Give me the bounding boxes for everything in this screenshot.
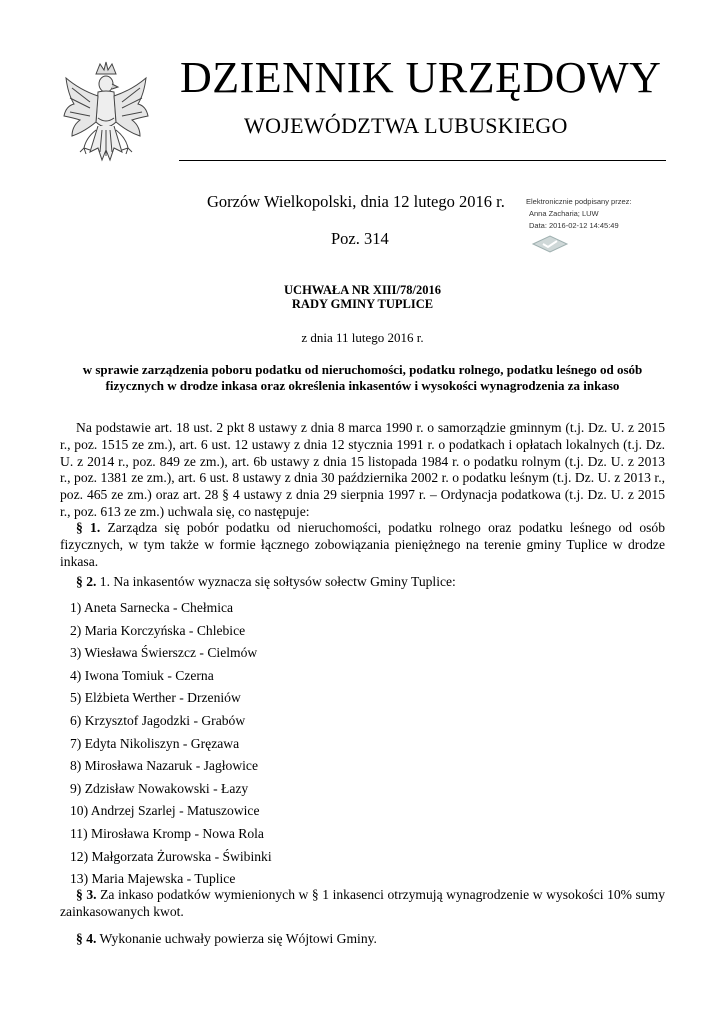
resolution-body: RADY GMINY TUPLICE	[291, 297, 434, 311]
electronic-signature-block	[526, 196, 631, 232]
list-item: 9) Zdzisław Nowakowski - Łazy	[70, 780, 249, 796]
list-item: 2) Maria Korczyńska - Chlebice	[70, 622, 246, 638]
header-divider	[179, 160, 666, 161]
section-3	[60, 887, 665, 921]
section-1-text: Zarządza się pobór podatku od nieruchomości, podatku rolnego oraz podatku leśnego od osób fizycznych, w tym także w formie łącznego zobowiązania pieniężnego na terenie gminy Tuplice w drodze inkasa.	[60, 520, 665, 569]
position-number: Poz. 314	[331, 229, 389, 248]
section-3-text: Za inkaso podatków wymienionych w § 1 inkasenci otrzymują wynagrodzenie w wysokości 10% sumy zainkasowanych kwot.	[60, 887, 665, 919]
resolution-subject	[40, 362, 685, 394]
signature-date: Data: 2016-02-12 14:45:49	[529, 221, 619, 230]
list-item: 6) Krzysztof Jagodzki - Grabów	[70, 712, 246, 728]
resolution-heading	[40, 283, 685, 311]
list-item: 13) Maria Majewska - Tuplice	[70, 871, 236, 887]
section-3-label: § 3.	[76, 887, 97, 902]
resolution-number: UCHWAŁA NR XIII/78/2016	[284, 283, 441, 297]
list-item: 1) Aneta Sarnecka - Chełmica	[70, 600, 234, 615]
list-item: 8) Mirosława Nazaruk - Jagłowice	[70, 758, 258, 774]
section-2-text: 1. Na inkasentów wyznacza się sołtysów sołectw Gminy Tuplice:	[96, 574, 456, 589]
publication-dateline: Gorzów Wielkopolski, dnia 12 lutego 2016 r.	[207, 192, 505, 211]
section-4	[60, 931, 665, 948]
signature-name: Anna Zacharia; LUW	[529, 209, 599, 218]
signature-label: Elektronicznie podpisany przez:	[526, 197, 632, 206]
section-4-label: § 4.	[76, 931, 97, 946]
signature-check-mark-icon	[531, 235, 569, 253]
collectors-list	[70, 597, 272, 891]
preamble-paragraph: Na podstawie art. 18 ust. 2 pkt 8 ustawy z dnia 8 marca 1990 r. o samorządzie gminnym (t.j. Dz. U. z 2015 r., poz. 1515 ze zm.), art. 6 ust. 12 ustawy z dnia 12 stycznia 1991 r. o podatkach i opłatach lokalnych (t.j. Dz. U. z 2014 r., poz. 849 ze zm.), art. 6b ustawy z dnia 15 listopada 1984 r. o podatku rolnym (t.j. Dz. U. z 2013 r., poz. 1381 ze zm.), art. 6 ust. 8 ustawy z dnia 30 października 2002 r. o podatku leśnym (t.j. Dz. U. z 2013 r., poz. 465 ze zm.) oraz art. 28 § 4 ustawy z dnia 29 sierpnia 1997 r. – Ordynacja podatkowa (t.j. Dz. U. z 2015 r., poz. 613 ze zm.) uchwala się, co następuje:	[60, 420, 665, 519]
list-item: 5) Elżbieta Werther - Drzeniów	[70, 690, 241, 706]
resolution-subject-line-1: w sprawie zarządzenia poboru podatku od nieruchomości, podatku rolnego, podatku leśnego od osób	[82, 362, 643, 377]
section-1-label: § 1.	[76, 520, 101, 535]
resolution-date: z dnia 11 lutego 2016 r.	[301, 330, 424, 345]
polish-eagle-emblem-icon	[60, 60, 152, 172]
section-2-label: § 2.	[76, 574, 97, 589]
list-item: 3) Wiesława Świerszcz - Cielmów	[70, 645, 258, 661]
list-item: 11) Mirosława Kromp - Nowa Rola	[70, 825, 264, 841]
list-item: 4) Iwona Tomiuk - Czerna	[70, 667, 214, 683]
list-item: 7) Edyta Nikoliszyn - Gręzawa	[70, 735, 240, 751]
list-item: 12) Małgorzata Żurowska - Świbinki	[70, 848, 272, 864]
journal-title: DZIENNIK URZĘDOWY	[180, 53, 662, 102]
section-4-text: Wykonanie uchwały powierza się Wójtowi Gminy.	[96, 931, 377, 946]
list-item: 10) Andrzej Szarlej - Matuszowice	[70, 803, 260, 819]
section-1	[60, 520, 665, 570]
section-2	[60, 574, 665, 591]
journal-subtitle: WOJEWÓDZTWA LUBUSKIEGO	[244, 113, 568, 138]
resolution-subject-line-2: fizycznych w drodze inkasa oraz określenia inkasentów i wysokości wynagrodzenia za inkaso	[105, 378, 620, 393]
